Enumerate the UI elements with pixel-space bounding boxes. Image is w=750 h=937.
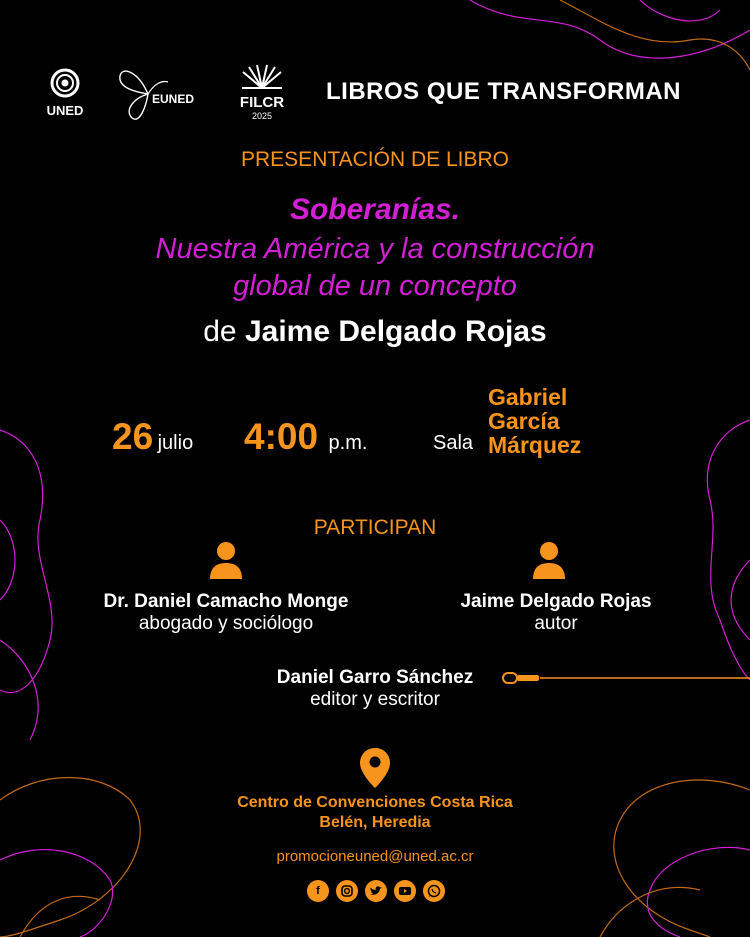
venue xyxy=(0,793,750,833)
bird-glyph-icon xyxy=(365,880,387,902)
room-name-line-2: García xyxy=(488,408,560,434)
person-icon xyxy=(209,541,243,581)
room-name-line-1: Gabriel xyxy=(488,384,568,410)
venue-line-2: Belén, Heredia xyxy=(319,814,431,831)
euned-logo-text: EUNED xyxy=(152,92,195,106)
venue-line-1: Centro de Convenciones Costa Rica xyxy=(237,794,513,811)
participant-2 xyxy=(396,591,716,635)
whatsapp-icon[interactable] xyxy=(423,880,445,902)
instagram-icon[interactable] xyxy=(336,880,358,902)
uned-logo xyxy=(44,68,86,118)
microphone-icon xyxy=(502,670,542,686)
filcr-logo xyxy=(234,64,290,121)
instagram-glyph-icon xyxy=(336,880,358,902)
event-type: PRESENTACIÓN DE LIBRO xyxy=(241,148,509,171)
location-pin-icon xyxy=(359,747,391,789)
room-name xyxy=(488,385,581,457)
euned-logo xyxy=(118,66,196,122)
participant-name: Jaime Delgado Rojas xyxy=(460,591,652,612)
contact-email[interactable]: promocioneuned@uned.ac.cr xyxy=(276,848,474,865)
event-time-period: p.m. xyxy=(328,432,368,454)
participants-heading: PARTICIPAN xyxy=(313,516,437,539)
book-fan-icon xyxy=(237,64,287,90)
youtube-icon[interactable] xyxy=(394,880,416,902)
phone-bubble-glyph-icon xyxy=(423,880,445,902)
book-title-line-3: global de un concepto xyxy=(233,270,517,302)
book-title-line-2: Nuestra América y la construcción xyxy=(155,233,595,265)
participant-role: autor xyxy=(534,613,578,634)
person-icon xyxy=(532,541,566,581)
participant-role: abogado y sociólogo xyxy=(138,613,314,634)
participant-3 xyxy=(215,667,535,711)
room-name-line-3: Márquez xyxy=(488,432,582,458)
event-day: 26 xyxy=(112,416,154,457)
filcr-year: 2025 xyxy=(251,111,273,121)
room-prefix: Sala xyxy=(433,432,474,454)
uned-emblem-icon xyxy=(49,68,81,98)
play-glyph-icon xyxy=(394,880,416,902)
header-title: LIBROS QUE TRANSFORMAN xyxy=(326,78,681,105)
author-name: Jaime Delgado Rojas xyxy=(244,315,547,348)
participant-1 xyxy=(66,591,386,635)
event-time-value: 4:00 xyxy=(244,416,319,457)
filcr-logo-text: FILCR xyxy=(239,94,285,111)
facebook-icon[interactable]: f xyxy=(307,880,329,902)
uned-logo-text: UNED xyxy=(46,103,84,118)
event-month: julio xyxy=(157,432,194,454)
participant-role: editor y escritor xyxy=(310,689,440,710)
twitter-icon[interactable] xyxy=(365,880,387,902)
event-time xyxy=(244,416,367,458)
author-line xyxy=(0,315,750,349)
author-prefix: de xyxy=(203,315,237,348)
book-title-line-1: Soberanías. xyxy=(289,193,461,226)
participant-name: Dr. Daniel Camacho Monge xyxy=(103,591,349,612)
participant-name: Daniel Garro Sánchez xyxy=(276,667,474,688)
event-date xyxy=(112,416,193,458)
